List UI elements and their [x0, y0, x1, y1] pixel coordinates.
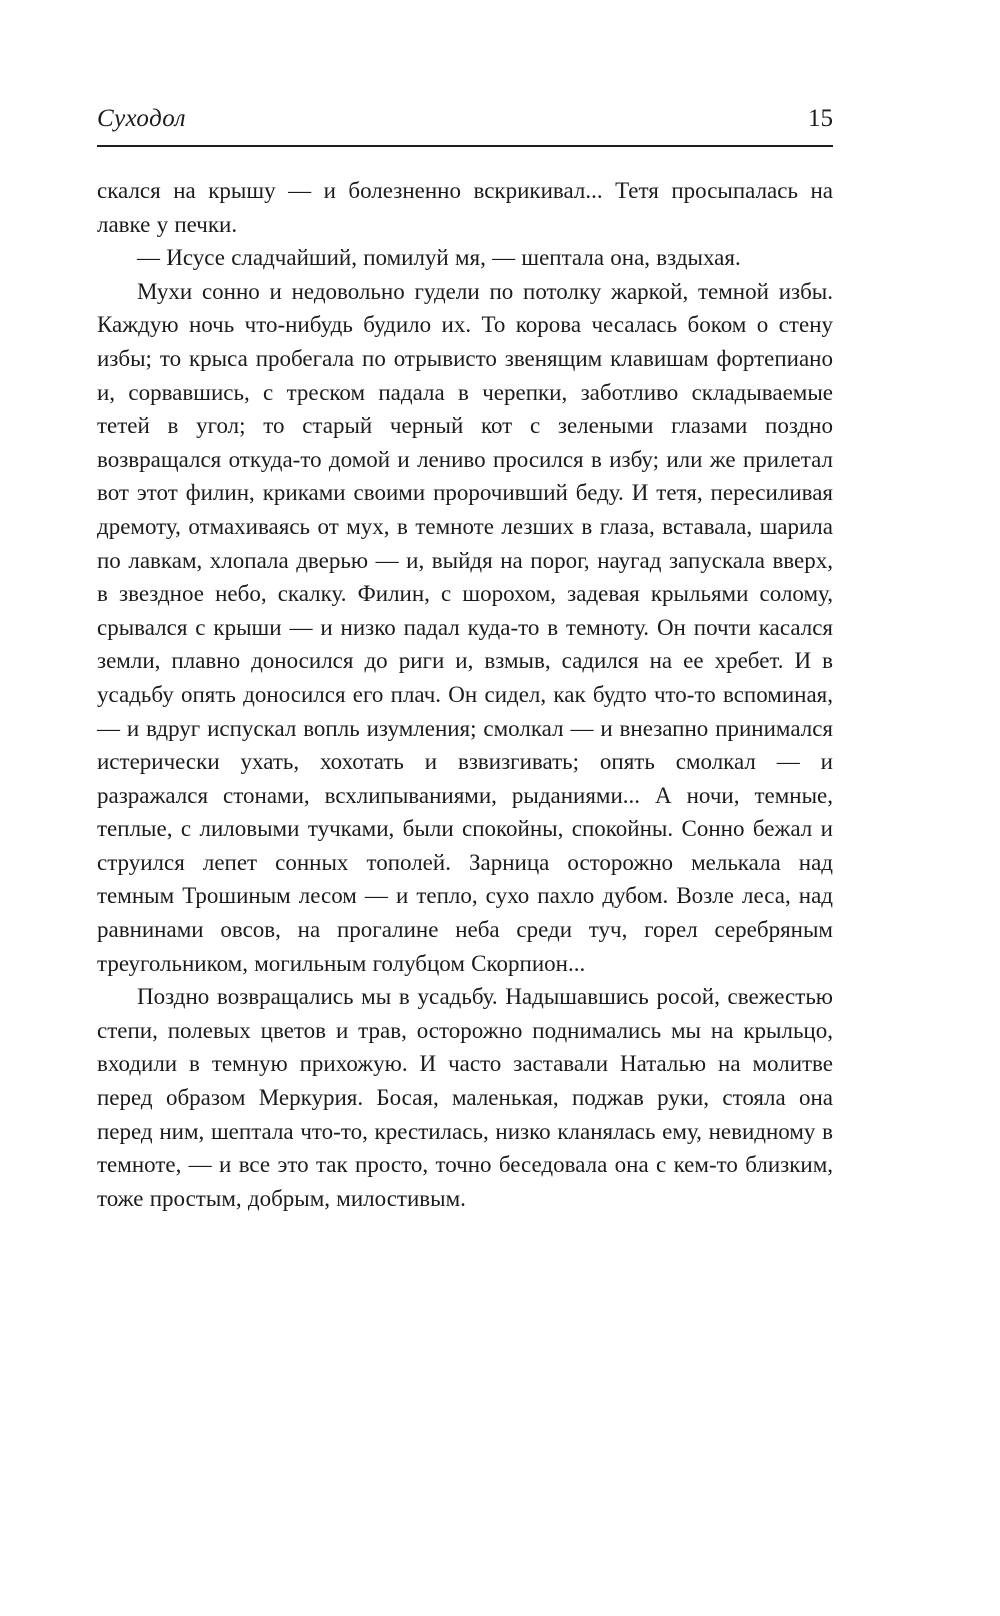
paragraph-4: Поздно возвращались мы в усадьбу. Надышавшись росой, свежестью степи, полевых цветов и трав, осторожно поднимались мы на крыльцо, входили в темную прихожую. И часто заставали Наталью на молитве перед образом Меркурия. Босая, маленькая, поджав руки, стояла она перед ним, шептала что-то, крестилась, низко кланялась ему, невидному в темноте, — и все это так просто, точно беседовала она с кем-то близким, тоже простым, добрым, милостивым. — [97, 984, 833, 1211]
paragraph-2: — Исусе сладчайший, помилуй мя, — шептала она, вздыхая. — [137, 245, 741, 271]
running-head — [97, 104, 833, 147]
page-content — [97, 104, 833, 1215]
text-block — [97, 174, 833, 1215]
paragraph-1: скался на крышу — и болезненно вскрикивал... Тетя просыпалась на лавке у печки. — [97, 178, 833, 237]
page-number: 15 — [808, 105, 833, 132]
paragraph-3: Мухи сонно и недовольно гудели по потолку жаркой, темной избы. Каждую ночь что-нибудь будило их. То корова чесалась боком о стену избы; то крыса пробегала по отрывисто звенящим клавишам фортепиано и, сорвавшись, с треском падала в черепки, заботливо складываемые тетей в угол; то старый черный кот с зелеными глазами поздно возвращался откуда-то домой и лениво просился в избу; или же прилетал вот этот филин, криками своими пророчивший беду. И тетя, пересиливая дремоту, отмахиваясь от мух, в темноте лезших в глаза, вставала, шарила по лавкам, хлопала дверью — и, выйдя на порог, наугад запускала вверх, в звездное небо, скалку. Филин, с шорохом, задевая крыльями солому, срывался с крыши — и низко падал куда-то в темноту. Он почти касался земли, плавно доносился до риги и, взмыв, садился на ее хребет. И в усадьбу опять доносился его плач. Он сидел, как будто что-то вспоминая, — и вдруг испускал вопль изумления; смолкал — и внезапно принимался истерически ухать, хохотать и взвизгивать; опять смолкал — и разражался стонами, всхлипываниями, рыданиями... А ночи, темные, теплые, с лиловыми тучками, были спокойны, спокойны. Сонно бежал и струился лепет сонных тополей. Зарница осторожно мелькала над темным Трошиным лесом — и тепло, сухо пахло дубом. Возле леса, над равнинами овсов, на прогалине неба среди туч, горел серебряным треугольником, могильным голубцом Скорпион... — [97, 278, 833, 976]
running-title: Суходол — [97, 105, 187, 132]
